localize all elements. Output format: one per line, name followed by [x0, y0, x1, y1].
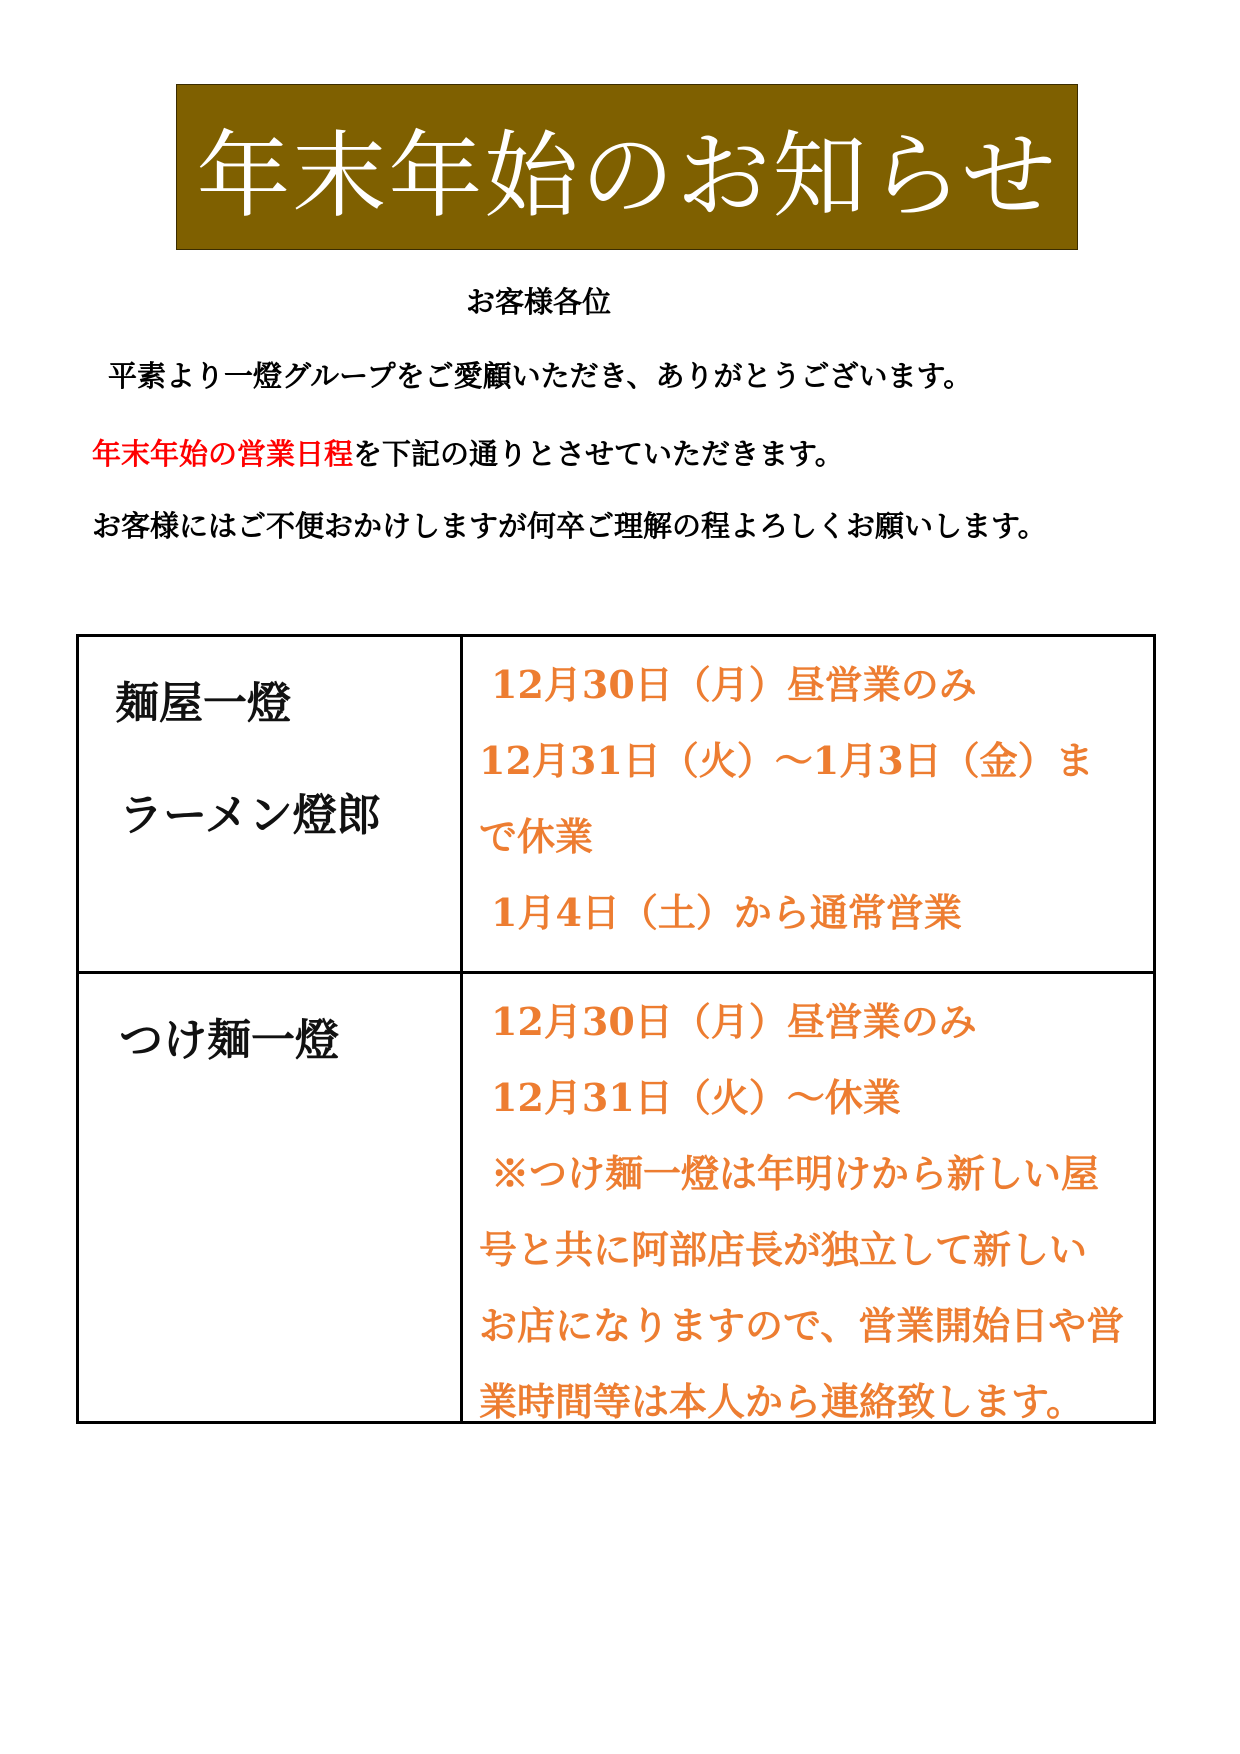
title-banner — [176, 84, 1078, 250]
paragraph-apology: お客様にはご不便おかけしますが何卒ご理解の程よろしくお願いします。 — [92, 509, 1047, 543]
store-name: ラーメン燈郎 — [119, 790, 381, 841]
schedule-line: 12月31日（火）～1月3日（金）ま — [479, 738, 1094, 783]
store-name: つけ麺一燈 — [119, 1015, 339, 1066]
paragraph-schedule-intro — [92, 432, 844, 473]
schedule-cell — [463, 984, 1153, 1440]
schedule-row — [79, 637, 1153, 974]
greeting: お客様各位 — [466, 285, 612, 319]
schedule-line: 12月31日（火）～休業 — [491, 1075, 901, 1120]
schedule-line: 1月4日（土）から通常営業 — [491, 890, 962, 935]
page-title: 年末年始のお知らせ — [196, 121, 1058, 231]
highlight-text: 年末年始の営業日程 — [92, 437, 354, 471]
paragraph-schedule-intro-rest: を下記の通りとさせていただきます。 — [353, 437, 844, 471]
schedule-line: で休業 — [479, 814, 594, 859]
schedule-line: 12月30日（月）昼営業のみ — [491, 999, 977, 1044]
schedule-line: 業時間等は本人から連絡致します。 — [479, 1379, 1084, 1424]
schedule-row — [79, 974, 1153, 1424]
paragraph-thanks: 平素より一燈グループをご愛顧いただき、ありがとうございます。 — [108, 359, 973, 393]
schedule-line: ※つけ麺一燈は年明けから新しい屋 — [491, 1151, 1100, 1196]
schedule-line: お店になりますので、営業開始日や営 — [479, 1303, 1125, 1348]
schedule-line: 12月30日（月）昼営業のみ — [491, 662, 977, 707]
schedule-table — [76, 634, 1156, 1424]
schedule-cell — [463, 647, 1153, 951]
store-name: 麺屋一燈 — [115, 678, 291, 729]
schedule-line: 号と共に阿部店長が独立して新しい — [479, 1227, 1088, 1272]
